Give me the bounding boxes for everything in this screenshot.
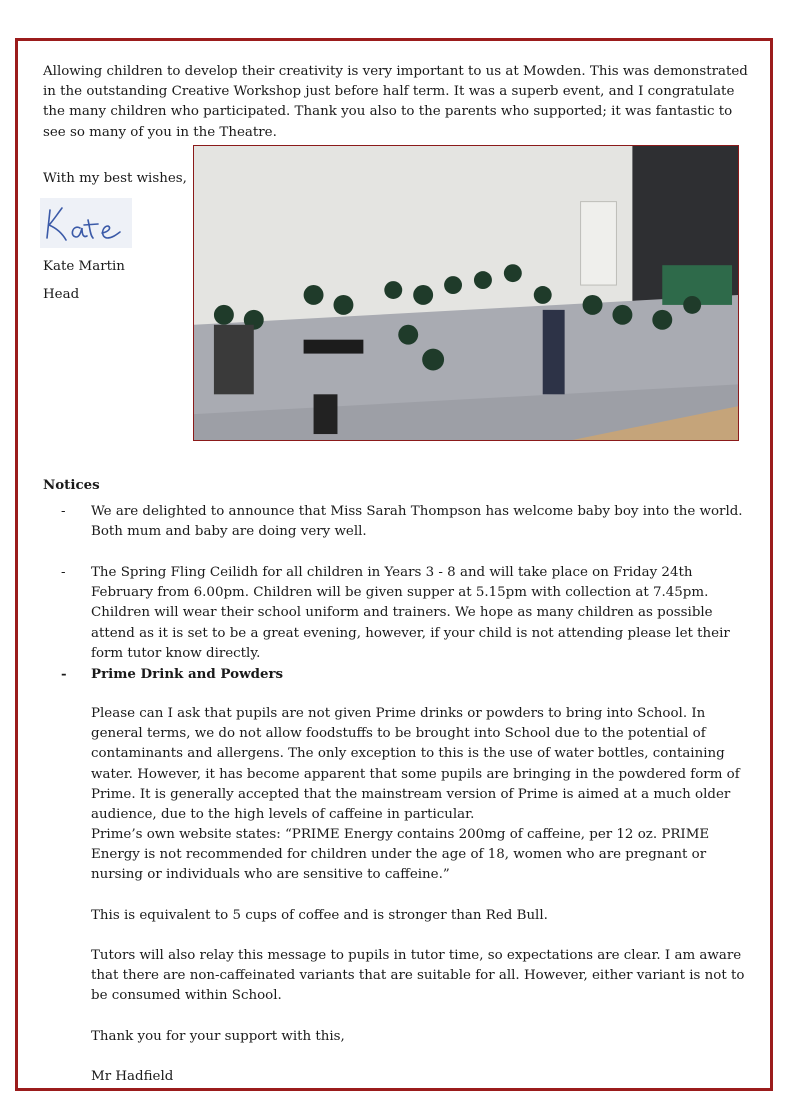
prime-paragraph-quote: Prime’s own website states: “PRIME Energy contains 200mg of caffeine, per 12 oz. PRIME Energy is not recommended for children under the age of 18, women who are pregnant or nursing or individuals who are sensitive to caffeine.” [91,827,710,883]
prime-paragraph-comparison: This is equivalent to 5 cups of coffee and is stronger than Red Bull. [91,908,548,923]
prime-paragraph-tutors: Tutors will also relay this message to pupils in tutor time, so expectations are clear. I am aware that there are non-caffeinated variants that are suitable for all. However, either variant is not to be consumed within School. [91,948,745,1004]
signatory-name: Kate Martin [43,259,125,274]
prime-paragraph-policy: Please can I ask that pupils are not given Prime drinks or powders to bring into School. In general terms, we do not allow foodstuffs to be brought into School due to the potential of contaminants and allergens. The only exception to this is the use of water bottles, containing water. However, it has become apparent that some pupils are bringing in the powdered form of Prime. It is generally accepted that the mainstream version of Prime is aimed at a much older audience, due to the high levels of caffeine in particular. [91,706,740,823]
notice-prime-title: Prime Drink and Powders [91,666,284,682]
bullet-dash: - [61,565,66,580]
prime-paragraph-thanks: Thank you for your support with this, [91,1029,345,1044]
notices-heading: Notices [43,477,100,493]
prime-signature-name: Mr Hadfield [91,1069,174,1084]
photo-band-performance [193,145,739,441]
bullet-dash: - [61,504,66,519]
sign-off-wishes: With my best wishes, [43,171,187,186]
intro-paragraph: Allowing children to develop their creativity is very important to us at Mowden. This was demonstrated in the outstanding Creative Workshop just before half term. It was a superb event, and I congratulate the many children who participated. Thank you also to the parents who supported; it was fantastic to see so many of you in the Theatre. [43,64,748,140]
notice-ceilidh: The Spring Fling Ceilidh for all children in Years 3 - 8 and will take place on Friday 24th February from 6.00pm. Children will be given supper at 5.15pm with collection at 7.45pm. Children will wear their school uniform and trainers. We hope as many children as possible attend as it is set to be a great evening, however, if your child is not attending please let their form tutor know directly. [91,565,730,661]
handwritten-signature [40,198,132,248]
notice-baby-announcement: We are delighted to announce that Miss Sarah Thompson has welcome baby boy into the world. Both mum and baby are doing very well. [91,504,743,540]
bullet-dash: - [61,666,67,682]
signatory-role: Head [43,287,80,302]
